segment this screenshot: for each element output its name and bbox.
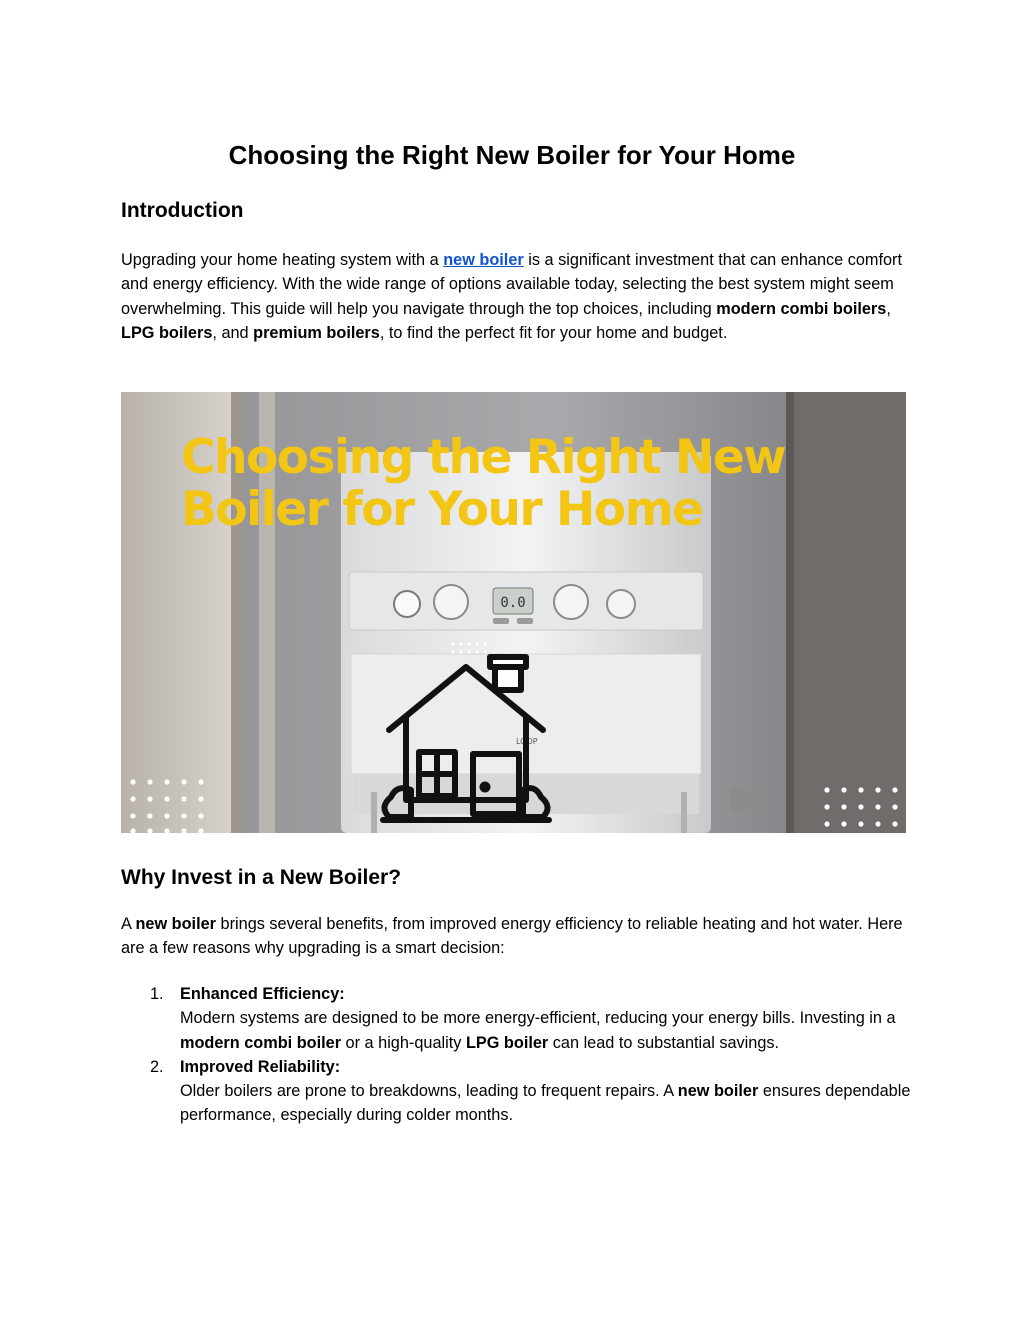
left-dial	[434, 585, 468, 619]
new-boiler-link[interactable]: new boiler	[443, 251, 524, 269]
intro-bold-combi: modern combi boilers	[716, 299, 887, 318]
intro-sep-1: ,	[886, 299, 891, 318]
mode-dial	[607, 590, 635, 618]
right-cabinet	[791, 392, 906, 833]
list-item	[121, 982, 911, 1055]
why-text-2: brings several benefits, from improved energy efficiency to reliable heating and hot water. Here are a few reasons why upgrading is a smart decision:	[121, 915, 903, 958]
reason-text: Older boilers are prone to breakdowns, leading to frequent repairs. A	[180, 1082, 678, 1101]
reason-title: Improved Reliability:	[180, 1057, 341, 1076]
pressure-gauge	[394, 591, 420, 617]
reason-title: Enhanced Efficiency:	[180, 985, 345, 1003]
reason-text: ensures dependable performance, especially during colder months.	[180, 1082, 911, 1125]
intro-heading: Introduction	[121, 199, 244, 222]
list-item	[121, 1055, 911, 1128]
reason-bold: LPG boiler	[465, 1033, 549, 1052]
intro-text-1: Upgrading your home heating system with a	[121, 251, 444, 269]
reason-text: Modern systems are designed to be more energy-efficient, reducing your energy bills. Investing in a	[180, 1009, 896, 1028]
display-reading: 0.0	[500, 595, 526, 611]
intro-text-2: is a significant investment that can enhance comfort and energy efficiency. With the wide range of options available today, selecting the best system might seem overwhelming. This guide will help you navigate through the top choices, including	[121, 251, 903, 318]
intro-bold-premium: premium boilers	[253, 323, 380, 342]
reasons-list	[121, 982, 911, 1128]
boiler-brand: LOOP	[516, 737, 538, 746]
why-heading: Why Invest in a New Boiler?	[121, 866, 402, 889]
reason-bold: modern combi boiler	[180, 1033, 342, 1052]
intro-bold-lpg: LPG boilers	[121, 323, 213, 342]
right-dial	[554, 585, 588, 619]
reason-text: or a high-quality	[341, 1033, 466, 1052]
why-text-1: A	[121, 915, 136, 933]
page-title: Choosing the Right New Boiler for Your Home	[228, 140, 796, 170]
reason-bold: new boiler	[677, 1082, 759, 1101]
list-number: 1.	[150, 985, 164, 1003]
hero-image	[121, 392, 906, 833]
intro-sep-2: , and	[212, 323, 254, 342]
hero-headline: Choosing the Right New Boiler for Your Home	[181, 430, 786, 537]
list-number: 2.	[150, 1057, 164, 1076]
reason-text: can lead to substantial savings.	[548, 1033, 780, 1052]
why-bold-new-boiler: new boiler	[135, 915, 217, 933]
pipe-valve	[731, 787, 761, 812]
intro-text-3: , to find the perfect fit for your home and budget.	[379, 323, 728, 342]
why-paragraph	[121, 912, 911, 961]
intro-paragraph	[121, 248, 911, 345]
